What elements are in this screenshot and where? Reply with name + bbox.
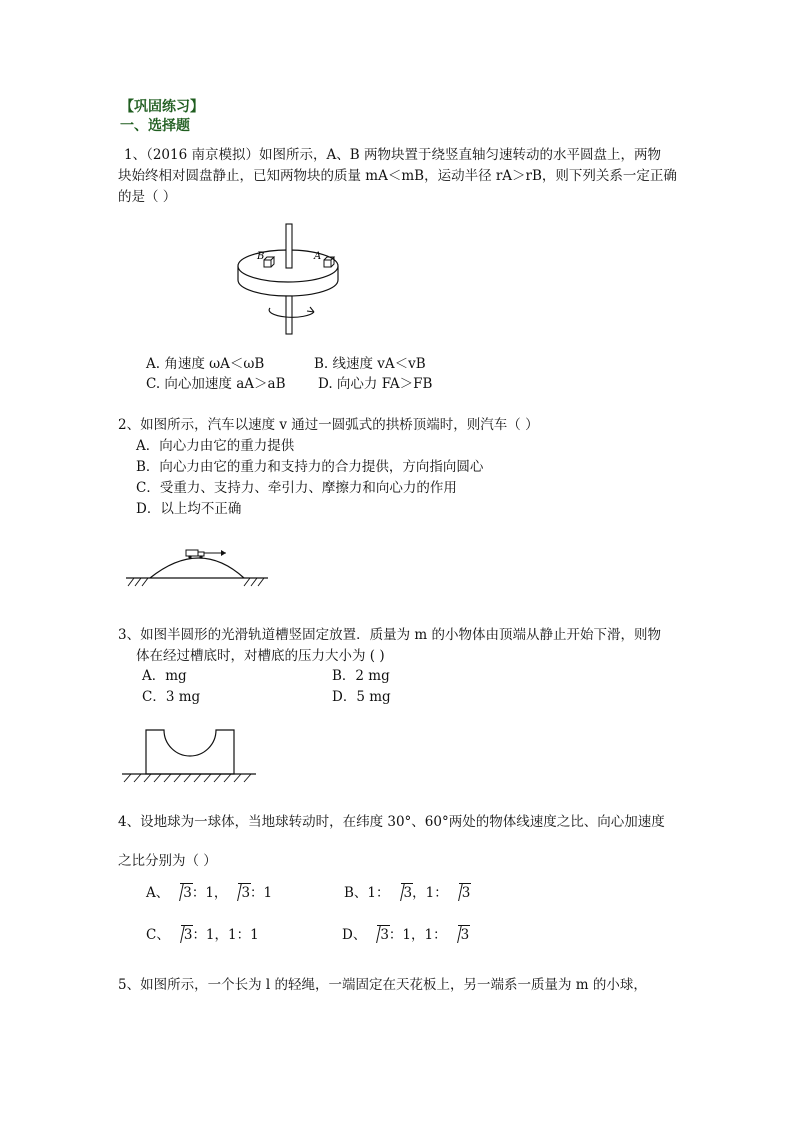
q3-option-c: C．3 mg xyxy=(142,689,201,705)
q2-option-a: A．向心力由它的重力提供 xyxy=(136,438,295,454)
q3-option-d: D．5 mg xyxy=(332,689,391,705)
q4-line1: 4、设地球为一球体，当地球转动时，在纬度 30°、60°两处的物体线速度之比、向心加速度 xyxy=(118,814,665,830)
q2-option-d: D．以上均不正确 xyxy=(136,501,242,517)
fig-label-a: A xyxy=(314,251,322,262)
sqrt-3: 3 xyxy=(392,884,413,902)
q4-option-b: B、1： 3，1： 3 xyxy=(344,885,471,901)
q4-option-d: D、 3：1，1： 3 xyxy=(342,927,470,943)
section-heading: 【巩固练习】 xyxy=(120,99,204,115)
q3-line1: 3、如图半圆形的光滑轨道槽竖固定放置．质量为 m 的小物体由顶端从静止开始下滑，则物 xyxy=(118,627,661,643)
q2-option-b: B．向心力由它的重力和支持力的合力提供，方向指向圆心 xyxy=(136,459,484,475)
rotating-disk-figure xyxy=(232,222,344,338)
q1-line1: 1、（2016 南京模拟）如图所示，A、B 两物块置于绕竖直轴匀速转动的水平圆盘上，两物 xyxy=(124,147,661,163)
fig-label-b: B xyxy=(257,251,265,262)
sqrt-3: 3 xyxy=(368,926,389,944)
sqrt-3: 3 xyxy=(229,884,250,902)
sqrt-3: 3 xyxy=(450,884,471,902)
q1-option-a: A. 角速度 ωA＜ωB xyxy=(146,356,265,372)
q4-line2: 之比分别为（ ） xyxy=(118,853,217,869)
q1-option-c: C. 向心加速度 aA＞aB xyxy=(146,376,286,392)
q1-line2: 块始终相对圆盘静止，已知两物块的质量 mA＜mB，运动半径 rA＞rB，则下列关系一定正确 xyxy=(118,168,677,184)
semicircle-track-figure xyxy=(120,726,258,784)
q3-line2: 体在经过槽底时，对槽底的压力大小为 ( ) xyxy=(136,648,385,664)
q2-line1: 2、如图所示，汽车以速度 v 通过一圆弧式的拱桥顶端时，则汽车（ ） xyxy=(118,417,539,433)
q4-option-c: C、 3：1，1：1 xyxy=(146,927,259,943)
sqrt-3: 3 xyxy=(449,926,470,944)
sqrt-3: 3 xyxy=(172,926,193,944)
car-icon xyxy=(186,550,204,559)
q4-option-a: A、 3：1， 3：1 xyxy=(146,885,273,901)
section-subheading: 一、选择题 xyxy=(120,118,190,134)
q2-option-c: C．受重力、支持力、牵引力、摩擦力和向心力的作用 xyxy=(136,480,457,496)
sqrt-3: 3 xyxy=(171,884,192,902)
q1-line3: 的是（ ） xyxy=(118,189,177,205)
q1-option-b: B. 线速度 vA＜vB xyxy=(314,356,426,372)
q3-option-a: A．mg xyxy=(142,668,187,684)
arch-bridge-figure xyxy=(124,544,270,590)
q3-option-b: B．2 mg xyxy=(332,668,390,684)
q5-line1: 5、如图所示，一个长为 l 的轻绳，一端固定在天花板上，另一端系一质量为 m 的小球， xyxy=(118,977,647,993)
q1-option-d: D. 向心力 FA＞FB xyxy=(318,376,433,392)
